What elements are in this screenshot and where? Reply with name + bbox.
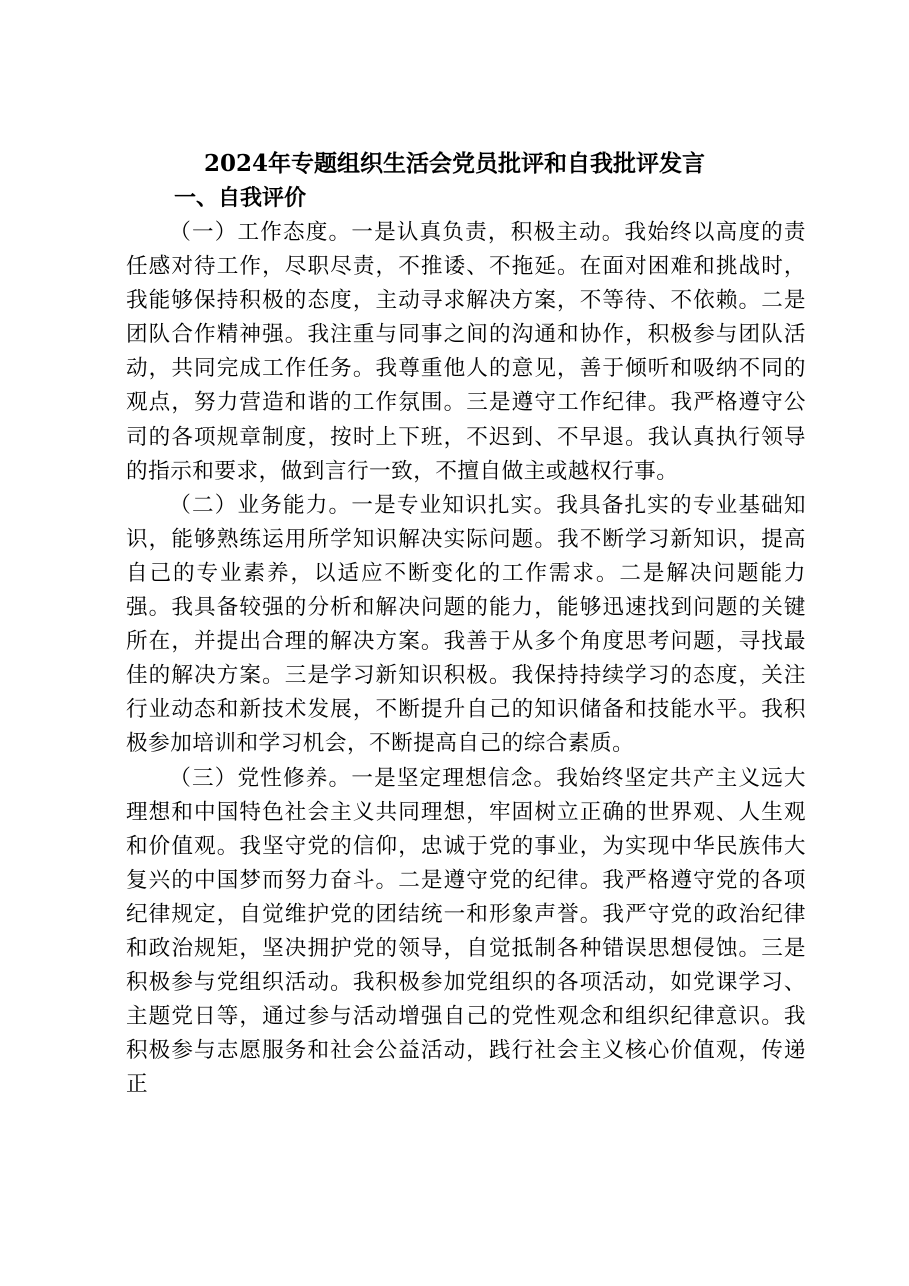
document-body: [126, 216, 806, 1102]
document-title: 2024年专题组织生活会党员批评和自我批评发言: [203, 150, 705, 177]
paragraph-party-cultivation: （三）党性修养。一是坚定理想信念。我始终坚定共产主义远大理想和中国特色社会主义共同理想，牢固树立正确的世界观、人生观和价值观。我坚守党的信仰，忠诚于党的事业，为实现中华民族伟大复兴的中国梦而努力奋斗。二是遵守党的纪律。我严格遵守党的各项纪律规定，自觉维护党的团结统一和形象声誉。我严守党的政治纪律和政治规矩，坚决拥护党的领导，自觉抵制各种错误思想侵蚀。三是积极参与党组织活动。我积极参加党组织的各项活动，如党课学习、主题党日等，通过参与活动增强自己的党性观念和组织纪律意识。我积极参与志愿服务和社会公益活动，践行社会主义核心价值观，传递正: [126, 765, 806, 1098]
paragraph-business-ability: （二）业务能力。一是专业知识扎实。我具备扎实的专业基础知识，能够熟练运用所学知识解决实际问题。我不断学习新知识，提高自己的专业素养，以适应不断变化的工作需求。二是解决问题能力强。我具备较强的分析和解决问题的能力，能够迅速找到问题的关键所在，并提出合理的解决方案。我善于从多个角度思考问题，寻找最佳的解决方案。三是学习新知识积极。我保持持续学习的态度，关注行业动态和新技术发展，不断提升自己的知识储备和技能水平。我积极参加培训和学习机会，不断提高自己的综合素质。: [126, 492, 806, 757]
section-heading: 一、自我评价: [174, 186, 307, 211]
paragraph-work-attitude: （一）工作态度。一是认真负责，积极主动。我始终以高度的责任感对待工作，尽职尽责，不推诿、不拖延。在面对困难和挑战时，我能够保持积极的态度，主动寻求解决方案，不等待、不依赖。二是团队合作精神强。我注重与同事之间的沟通和协作，积极参与团队活动，共同完成工作任务。我尊重他人的意见，善于倾听和吸纳不同的观点，努力营造和谐的工作氛围。三是遵守工作纪律。我严格遵守公司的各项规章制度，按时上下班，不迟到、不早退。我认真执行领导的指示和要求，做到言行一致，不擅自做主或越权行事。: [126, 220, 806, 484]
